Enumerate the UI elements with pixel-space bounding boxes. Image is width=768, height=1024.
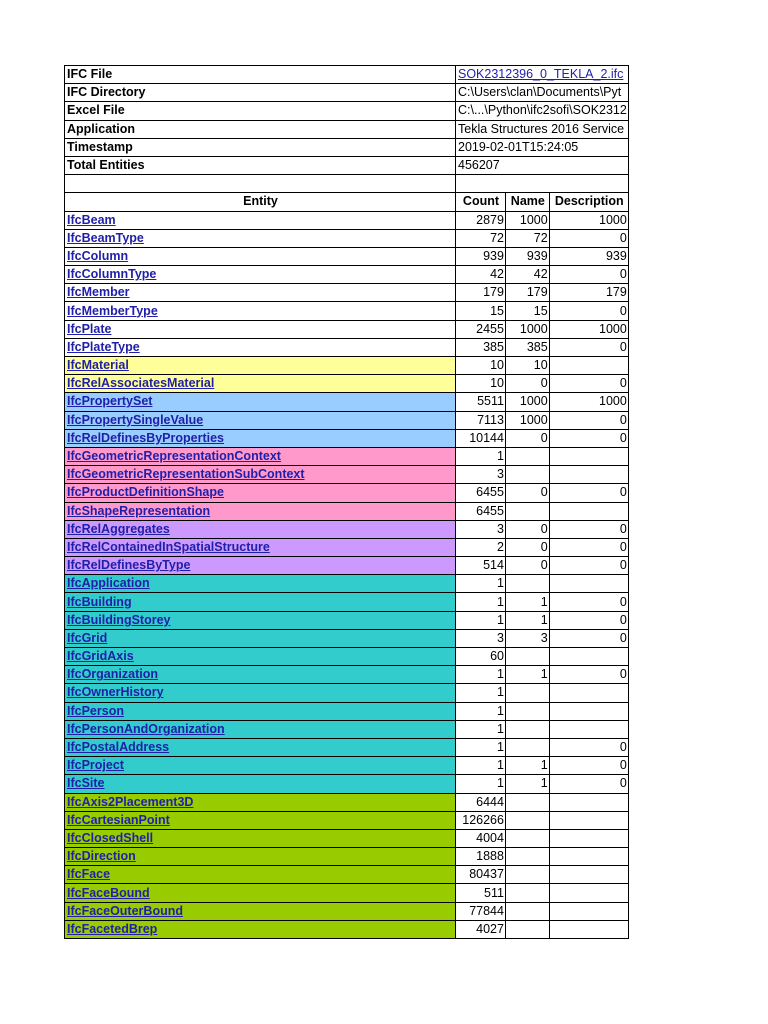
table-row	[65, 775, 629, 793]
name-cell: 1	[505, 593, 549, 611]
count-cell: 514	[456, 557, 506, 575]
entity-link[interactable]: IfcPropertySingleValue	[65, 411, 456, 429]
name-cell	[505, 447, 549, 465]
name-cell: 1000	[505, 393, 549, 411]
description-cell: 0	[549, 593, 628, 611]
name-cell	[505, 902, 549, 920]
name-cell: 1	[505, 666, 549, 684]
count-cell: 2879	[456, 211, 506, 229]
table-row	[65, 738, 629, 756]
count-cell: 42	[456, 266, 506, 284]
info-label: IFC Directory	[65, 84, 456, 102]
entity-link[interactable]: IfcFaceBound	[65, 884, 456, 902]
description-cell: 0	[549, 429, 628, 447]
count-cell: 1	[456, 684, 506, 702]
count-cell: 385	[456, 338, 506, 356]
header-entity: Entity	[65, 193, 456, 211]
count-cell: 3	[456, 629, 506, 647]
info-row	[65, 156, 629, 174]
entity-link[interactable]: IfcMaterial	[65, 357, 456, 375]
table-row	[65, 411, 629, 429]
description-cell: 0	[549, 775, 628, 793]
description-cell: 0	[549, 266, 628, 284]
table-row	[65, 502, 629, 520]
table-row	[65, 557, 629, 575]
table-row	[65, 466, 629, 484]
description-cell: 0	[549, 538, 628, 556]
entity-link[interactable]: IfcAxis2Placement3D	[65, 793, 456, 811]
description-cell: 0	[549, 302, 628, 320]
count-cell: 10144	[456, 429, 506, 447]
entity-link[interactable]: IfcRelAggregates	[65, 520, 456, 538]
count-cell: 77844	[456, 902, 506, 920]
entity-link[interactable]: IfcRelContainedInSpatialStructure	[65, 538, 456, 556]
name-cell	[505, 884, 549, 902]
table-row	[65, 757, 629, 775]
description-cell: 1000	[549, 211, 628, 229]
entity-link[interactable]: IfcDirection	[65, 848, 456, 866]
count-cell: 1	[456, 720, 506, 738]
name-cell: 1	[505, 775, 549, 793]
name-cell	[505, 720, 549, 738]
info-label: Total Entities	[65, 156, 456, 174]
entity-link[interactable]: IfcGrid	[65, 629, 456, 647]
header-name: Name	[505, 193, 549, 211]
description-cell	[549, 793, 628, 811]
count-cell: 1	[456, 775, 506, 793]
description-cell	[549, 720, 628, 738]
table-row	[65, 338, 629, 356]
entity-link[interactable]: IfcRelAssociatesMaterial	[65, 375, 456, 393]
count-cell: 1	[456, 611, 506, 629]
description-cell	[549, 502, 628, 520]
info-row	[65, 120, 629, 138]
count-cell: 80437	[456, 866, 506, 884]
name-cell	[505, 575, 549, 593]
table-row	[65, 720, 629, 738]
table-row	[65, 884, 629, 902]
entity-link[interactable]: IfcFaceOuterBound	[65, 902, 456, 920]
entity-link[interactable]: IfcPersonAndOrganization	[65, 720, 456, 738]
name-cell: 1000	[505, 411, 549, 429]
count-cell: 4004	[456, 829, 506, 847]
description-cell	[549, 575, 628, 593]
description-cell	[549, 648, 628, 666]
name-cell: 10	[505, 357, 549, 375]
description-cell	[549, 848, 628, 866]
description-cell: 1000	[549, 393, 628, 411]
count-cell: 15	[456, 302, 506, 320]
description-cell: 0	[549, 229, 628, 247]
table-row	[65, 538, 629, 556]
name-cell	[505, 793, 549, 811]
table-row	[65, 829, 629, 847]
entity-link[interactable]: IfcRelDefinesByProperties	[65, 429, 456, 447]
description-cell: 0	[549, 629, 628, 647]
name-cell	[505, 920, 549, 938]
name-cell: 1000	[505, 320, 549, 338]
name-cell	[505, 738, 549, 756]
header-row	[65, 193, 629, 211]
table-row	[65, 702, 629, 720]
description-cell	[549, 702, 628, 720]
blank-row	[65, 175, 629, 193]
entity-link[interactable]: IfcOrganization	[65, 666, 456, 684]
description-cell	[549, 447, 628, 465]
count-cell: 3	[456, 466, 506, 484]
count-cell: 511	[456, 884, 506, 902]
table-row	[65, 866, 629, 884]
table-row	[65, 357, 629, 375]
count-cell: 10	[456, 357, 506, 375]
description-cell: 0	[549, 738, 628, 756]
description-cell	[549, 357, 628, 375]
name-cell: 0	[505, 484, 549, 502]
table-row	[65, 302, 629, 320]
entity-link[interactable]: IfcCartesianPoint	[65, 811, 456, 829]
table-row	[65, 684, 629, 702]
count-cell: 1	[456, 593, 506, 611]
count-cell: 2455	[456, 320, 506, 338]
description-cell: 1000	[549, 320, 628, 338]
description-cell	[549, 884, 628, 902]
entity-link[interactable]: IfcGridAxis	[65, 648, 456, 666]
description-cell	[549, 829, 628, 847]
header-count: Count	[456, 193, 506, 211]
name-cell: 72	[505, 229, 549, 247]
count-cell: 2	[456, 538, 506, 556]
name-cell	[505, 466, 549, 484]
count-cell: 6455	[456, 502, 506, 520]
name-cell: 0	[505, 538, 549, 556]
name-cell: 939	[505, 247, 549, 265]
table-row	[65, 848, 629, 866]
count-cell: 7113	[456, 411, 506, 429]
description-cell	[549, 866, 628, 884]
table-row	[65, 902, 629, 920]
header-description: Description	[549, 193, 628, 211]
ifc-file-link[interactable]: SOK2312396_0_TEKLA_2.ifc	[456, 66, 629, 84]
table-row	[65, 284, 629, 302]
count-cell: 1	[456, 702, 506, 720]
description-cell	[549, 811, 628, 829]
name-cell: 0	[505, 375, 549, 393]
info-value: 456207	[456, 156, 629, 174]
name-cell: 1000	[505, 211, 549, 229]
count-cell: 4027	[456, 920, 506, 938]
entity-link[interactable]: IfcPlate	[65, 320, 456, 338]
entity-link[interactable]: IfcShapeRepresentation	[65, 502, 456, 520]
entity-link[interactable]: IfcPerson	[65, 702, 456, 720]
name-cell	[505, 648, 549, 666]
info-row	[65, 138, 629, 156]
info-value: 2019-02-01T15:24:05	[456, 138, 629, 156]
table-row	[65, 229, 629, 247]
table-row	[65, 593, 629, 611]
entity-link[interactable]: IfcApplication	[65, 575, 456, 593]
name-cell	[505, 848, 549, 866]
table-row	[65, 793, 629, 811]
entity-link[interactable]: IfcProject	[65, 757, 456, 775]
name-cell: 0	[505, 429, 549, 447]
name-cell: 385	[505, 338, 549, 356]
entity-link[interactable]: IfcColumnType	[65, 266, 456, 284]
description-cell: 0	[549, 375, 628, 393]
count-cell: 1	[456, 666, 506, 684]
ifc-entity-spreadsheet	[64, 65, 629, 939]
count-cell: 3	[456, 520, 506, 538]
info-value: C:\...\Python\ifc2sofi\SOK2312	[456, 102, 629, 120]
entity-link[interactable]: IfcPlateType	[65, 338, 456, 356]
name-cell: 179	[505, 284, 549, 302]
description-cell	[549, 684, 628, 702]
table-row	[65, 429, 629, 447]
name-cell	[505, 811, 549, 829]
table-row	[65, 447, 629, 465]
entity-link[interactable]: IfcSite	[65, 775, 456, 793]
entity-link[interactable]: IfcFace	[65, 866, 456, 884]
entity-link[interactable]: IfcMember	[65, 284, 456, 302]
info-row	[65, 66, 629, 84]
name-cell	[505, 866, 549, 884]
count-cell: 60	[456, 648, 506, 666]
info-value: C:\Users\clan\Documents\Pyt	[456, 84, 629, 102]
table-row	[65, 375, 629, 393]
blank-cell	[456, 175, 629, 193]
table-row	[65, 211, 629, 229]
description-cell: 0	[549, 520, 628, 538]
info-row	[65, 84, 629, 102]
entity-link[interactable]: IfcColumn	[65, 247, 456, 265]
name-cell: 1	[505, 611, 549, 629]
description-cell	[549, 902, 628, 920]
entity-link[interactable]: IfcProductDefinitionShape	[65, 484, 456, 502]
count-cell: 1888	[456, 848, 506, 866]
table-row	[65, 611, 629, 629]
table-row	[65, 629, 629, 647]
name-cell: 0	[505, 520, 549, 538]
table-row	[65, 575, 629, 593]
entity-link[interactable]: IfcBeam	[65, 211, 456, 229]
count-cell: 72	[456, 229, 506, 247]
count-cell: 1	[456, 447, 506, 465]
table-row	[65, 266, 629, 284]
info-row	[65, 102, 629, 120]
entity-link[interactable]: IfcBuildingStorey	[65, 611, 456, 629]
description-cell: 0	[549, 484, 628, 502]
name-cell	[505, 829, 549, 847]
name-cell: 15	[505, 302, 549, 320]
name-cell: 42	[505, 266, 549, 284]
table-row	[65, 484, 629, 502]
table-row	[65, 520, 629, 538]
entity-link[interactable]: IfcOwnerHistory	[65, 684, 456, 702]
count-cell: 1	[456, 575, 506, 593]
table-row	[65, 811, 629, 829]
info-label: Timestamp	[65, 138, 456, 156]
table-row	[65, 247, 629, 265]
blank-cell	[65, 175, 456, 193]
entity-link[interactable]: IfcClosedShell	[65, 829, 456, 847]
name-cell: 1	[505, 757, 549, 775]
description-cell: 179	[549, 284, 628, 302]
description-cell: 0	[549, 338, 628, 356]
name-cell: 0	[505, 557, 549, 575]
table-row	[65, 648, 629, 666]
count-cell: 6455	[456, 484, 506, 502]
entity-link[interactable]: IfcPropertySet	[65, 393, 456, 411]
description-cell	[549, 920, 628, 938]
entity-link[interactable]: IfcBuilding	[65, 593, 456, 611]
count-cell: 126266	[456, 811, 506, 829]
count-cell: 5511	[456, 393, 506, 411]
count-cell: 6444	[456, 793, 506, 811]
info-label: IFC File	[65, 66, 456, 84]
description-cell: 0	[549, 557, 628, 575]
description-cell	[549, 466, 628, 484]
name-cell: 3	[505, 629, 549, 647]
count-cell: 10	[456, 375, 506, 393]
count-cell: 179	[456, 284, 506, 302]
description-cell: 0	[549, 411, 628, 429]
name-cell	[505, 702, 549, 720]
description-cell: 939	[549, 247, 628, 265]
entity-link[interactable]: IfcBeamType	[65, 229, 456, 247]
table-row	[65, 320, 629, 338]
name-cell	[505, 684, 549, 702]
table-row	[65, 920, 629, 938]
count-cell: 1	[456, 757, 506, 775]
table-row	[65, 393, 629, 411]
count-cell: 1	[456, 738, 506, 756]
entity-link[interactable]: IfcFacetedBrep	[65, 920, 456, 938]
info-label: Excel File	[65, 102, 456, 120]
entity-link[interactable]: IfcGeometricRepresentationContext	[65, 447, 456, 465]
info-value: Tekla Structures 2016 Service	[456, 120, 629, 138]
entity-link[interactable]: IfcPostalAddress	[65, 738, 456, 756]
description-cell: 0	[549, 666, 628, 684]
name-cell	[505, 502, 549, 520]
info-label: Application	[65, 120, 456, 138]
description-cell: 0	[549, 757, 628, 775]
entity-link[interactable]: IfcGeometricRepresentationSubContext	[65, 466, 456, 484]
count-cell: 939	[456, 247, 506, 265]
description-cell: 0	[549, 611, 628, 629]
entity-link[interactable]: IfcMemberType	[65, 302, 456, 320]
entity-link[interactable]: IfcRelDefinesByType	[65, 557, 456, 575]
table-row	[65, 666, 629, 684]
